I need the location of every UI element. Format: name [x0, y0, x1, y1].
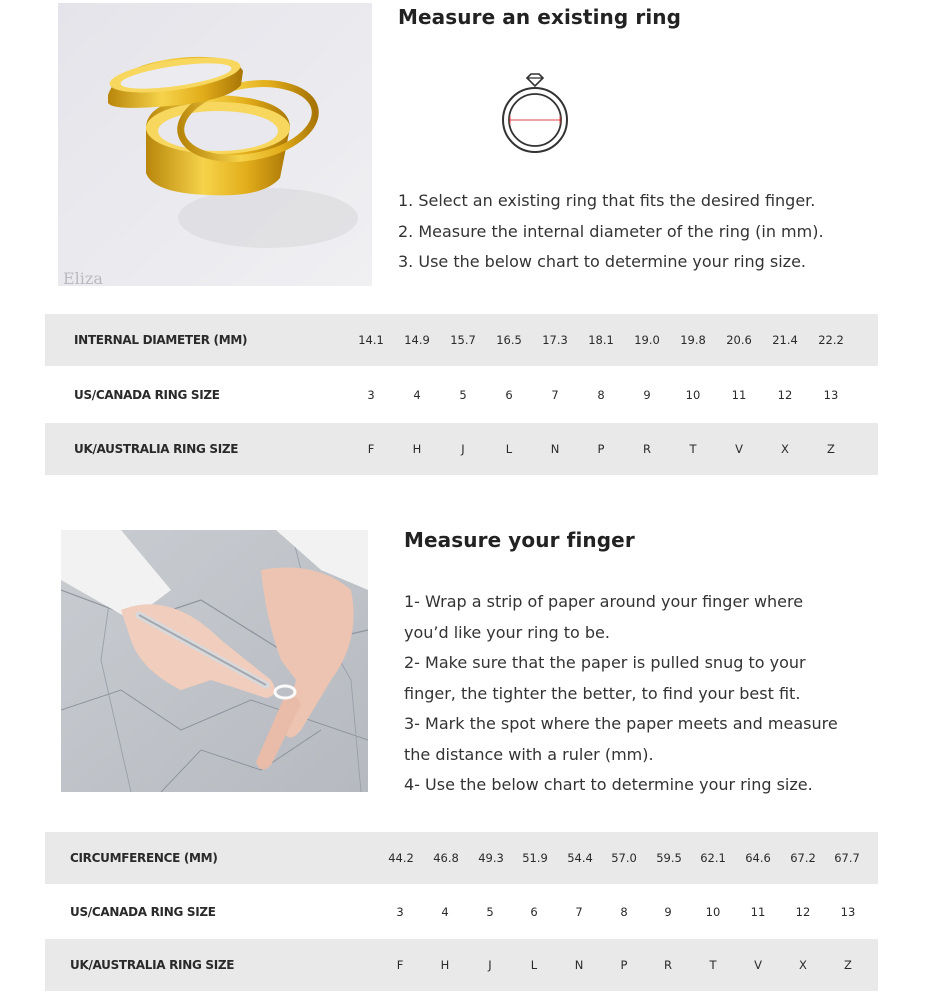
- table-cell: Z: [827, 442, 835, 456]
- diameter-size-table: [45, 314, 878, 478]
- table-cell: Z: [844, 958, 852, 972]
- table-cell: 8: [620, 905, 628, 919]
- table-cell: V: [735, 442, 743, 456]
- table-cell: 62.1: [700, 851, 726, 865]
- table-cell: 14.1: [358, 333, 384, 347]
- table-cell: R: [664, 958, 672, 972]
- table-cell: 13: [823, 388, 839, 402]
- table-cell: 20.6: [726, 333, 752, 347]
- section2-step: 3- Mark the spot where the paper meets and measure: [404, 714, 838, 733]
- table-cell: 10: [705, 905, 721, 919]
- table-cell: T: [709, 958, 717, 972]
- row-label: INTERNAL DIAMETER (MM): [74, 333, 248, 347]
- table-cell: H: [440, 958, 450, 972]
- row-label: CIRCUMFERENCE (MM): [70, 851, 218, 865]
- circumference-size-table: [45, 832, 878, 992]
- section1-step: 3. Use the below chart to determine your ring size.: [398, 252, 806, 271]
- table-cell: 59.5: [656, 851, 682, 865]
- table-cell: 9: [664, 905, 672, 919]
- table-cell: 19.0: [634, 333, 660, 347]
- table-cell: 12: [795, 905, 811, 919]
- table-cell: H: [412, 442, 422, 456]
- table-cell: 11: [731, 388, 747, 402]
- rings-photo-watermark: Eliza: [63, 269, 103, 286]
- table-cell: F: [396, 958, 404, 972]
- row-label: US/CANADA RING SIZE: [70, 905, 216, 919]
- table-cell: F: [367, 442, 375, 456]
- table-cell: 6: [505, 388, 513, 402]
- table-cell: 54.4: [567, 851, 593, 865]
- section2-step: 4- Use the below chart to determine your ring size.: [404, 775, 813, 794]
- table-cell: J: [461, 442, 465, 456]
- table-cell: N: [550, 442, 560, 456]
- table-cell: 18.1: [588, 333, 614, 347]
- section2-step: 1- Wrap a strip of paper around your finger where: [404, 592, 804, 611]
- table-cell: J: [488, 958, 492, 972]
- table-cell: 7: [551, 388, 559, 402]
- table-cell: 19.8: [680, 333, 706, 347]
- table-cell: 13: [840, 905, 856, 919]
- finger-measure-photo: [61, 530, 368, 792]
- section2-steps: [404, 587, 838, 801]
- table-cell: 22.2: [818, 333, 844, 347]
- table-cell: 8: [597, 388, 605, 402]
- table-cell: 3: [396, 905, 404, 919]
- table-cell: 46.8: [433, 851, 459, 865]
- table-cell: 67.7: [834, 851, 860, 865]
- table-cell: P: [597, 442, 605, 456]
- table-cell: 3: [367, 388, 375, 402]
- section1-step: 1. Select an existing ring that fits the desired finger.: [398, 191, 816, 210]
- table-cell: N: [574, 958, 584, 972]
- table-cell: 21.4: [772, 333, 798, 347]
- table-cell: L: [530, 958, 538, 972]
- row-label: US/CANADA RING SIZE: [74, 388, 220, 402]
- table-cell: 67.2: [790, 851, 816, 865]
- table2-row-us: [45, 886, 878, 938]
- row-label: UK/AUSTRALIA RING SIZE: [74, 442, 239, 456]
- table-cell: 11: [750, 905, 766, 919]
- table-cell: 5: [459, 388, 467, 402]
- table-cell: T: [689, 442, 697, 456]
- table1-row-uk: [45, 423, 878, 475]
- table-cell: 6: [530, 905, 538, 919]
- row-label: UK/AUSTRALIA RING SIZE: [70, 958, 235, 972]
- table-cell: 12: [777, 388, 793, 402]
- section2-title: Measure your finger: [404, 528, 635, 552]
- table-cell: 51.9: [522, 851, 548, 865]
- table-cell: 5: [486, 905, 494, 919]
- table-cell: R: [643, 442, 651, 456]
- table1-row-diameter: [45, 314, 878, 366]
- table-cell: 14.9: [404, 333, 430, 347]
- section2-step: 2- Make sure that the paper is pulled snug to your: [404, 653, 806, 672]
- section1-title: Measure an existing ring: [398, 5, 682, 29]
- table-cell: 16.5: [496, 333, 522, 347]
- table2-row-uk: [45, 939, 878, 991]
- table-cell: 17.3: [542, 333, 568, 347]
- table1-row-us: [45, 369, 878, 421]
- table-cell: 4: [441, 905, 449, 919]
- table-cell: 4: [413, 388, 421, 402]
- section2-step: finger, the tighter the better, to find your best fit.: [404, 683, 801, 703]
- section1-steps: [398, 186, 824, 278]
- table-cell: 44.2: [388, 851, 414, 865]
- table-cell: X: [799, 958, 807, 972]
- section2-step: you’d like your ring to be.: [404, 622, 610, 642]
- table-cell: 57.0: [611, 851, 637, 865]
- table-cell: 49.3: [478, 851, 504, 865]
- table2-row-circumference: [45, 832, 878, 884]
- table-cell: L: [505, 442, 513, 456]
- table-cell: 64.6: [745, 851, 771, 865]
- table-cell: P: [620, 958, 628, 972]
- ring-diameter-icon: [498, 72, 572, 160]
- section1-step: 2. Measure the internal diameter of the ring (in mm).: [398, 221, 824, 241]
- rings-photo: [58, 3, 372, 286]
- table-cell: 10: [685, 388, 701, 402]
- table-cell: X: [781, 442, 789, 456]
- section2-step: the distance with a ruler (mm).: [404, 744, 654, 764]
- table-cell: 9: [643, 388, 651, 402]
- table-cell: 15.7: [450, 333, 476, 347]
- table-cell: V: [754, 958, 762, 972]
- table-cell: 7: [575, 905, 583, 919]
